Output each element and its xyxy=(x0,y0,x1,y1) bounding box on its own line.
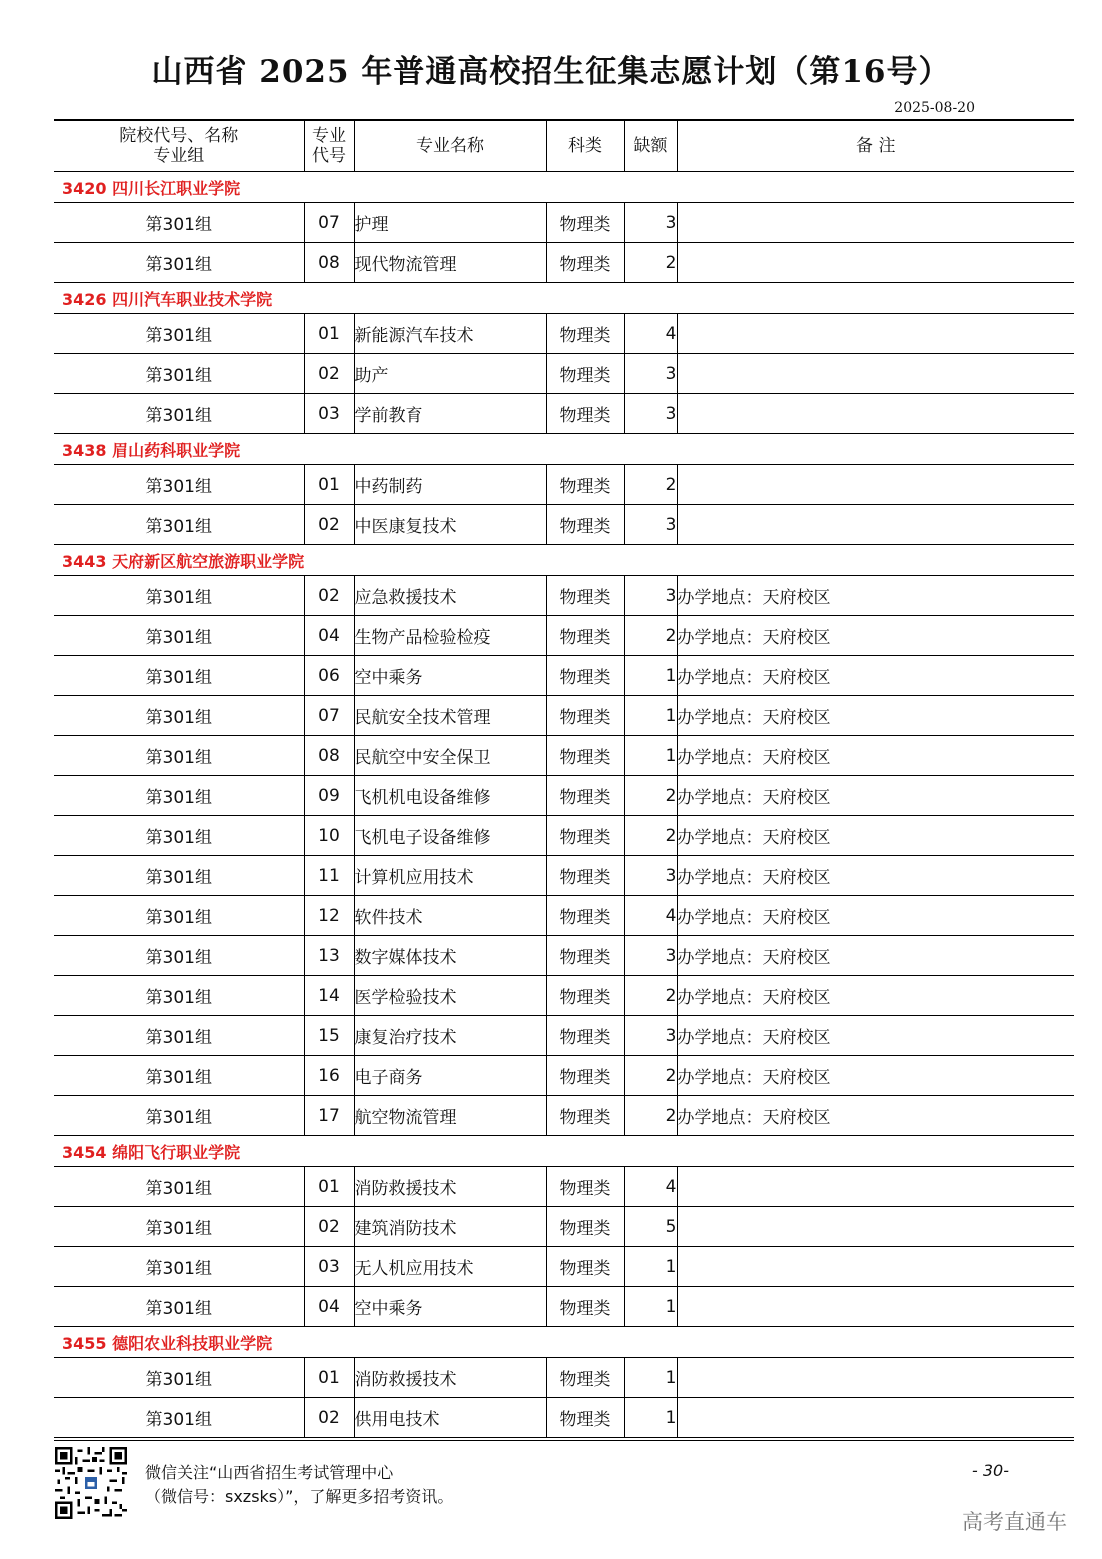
major-group-cell: 第301组 xyxy=(54,1358,304,1398)
major-group-cell: 第301组 xyxy=(54,656,304,696)
major-group-cell: 第301组 xyxy=(54,696,304,736)
major-group-cell: 第301组 xyxy=(54,354,304,394)
category-cell: 物理类 xyxy=(546,354,624,394)
school-section-row xyxy=(54,172,1074,203)
quota-cell: 3 xyxy=(624,856,677,896)
quota-cell: 1 xyxy=(624,1358,677,1398)
category-cell: 物理类 xyxy=(546,976,624,1016)
major-code-cell: 02 xyxy=(304,1207,354,1247)
major-name-cell: 医学检验技术 xyxy=(354,976,546,1016)
major-name-cell: 无人机应用技术 xyxy=(354,1247,546,1287)
major-name-cell: 建筑消防技术 xyxy=(354,1207,546,1247)
category-cell: 物理类 xyxy=(546,1096,624,1136)
table-row xyxy=(54,354,1074,394)
note-cell xyxy=(677,1358,1074,1398)
major-group-cell: 第301组 xyxy=(54,936,304,976)
major-code-cell: 16 xyxy=(304,1056,354,1096)
school-section-row xyxy=(54,1327,1074,1358)
category-cell: 物理类 xyxy=(546,394,624,434)
category-cell: 物理类 xyxy=(546,1056,624,1096)
major-group-cell: 第301组 xyxy=(54,856,304,896)
quota-cell: 3 xyxy=(624,505,677,545)
table-row xyxy=(54,1398,1074,1438)
note-cell xyxy=(677,243,1074,283)
category-cell: 物理类 xyxy=(546,656,624,696)
category-cell: 物理类 xyxy=(546,896,624,936)
note-cell: 办学地点：天府校区 xyxy=(677,1056,1074,1096)
note-cell xyxy=(677,465,1074,505)
footer-line-2: （微信号：sxzsks）”，了解更多招考资讯。 xyxy=(145,1487,454,1506)
major-group-cell: 第301组 xyxy=(54,816,304,856)
major-code-cell: 02 xyxy=(304,505,354,545)
major-code-cell: 12 xyxy=(304,896,354,936)
major-name-cell: 电子商务 xyxy=(354,1056,546,1096)
major-code-cell: 07 xyxy=(304,203,354,243)
table-row xyxy=(54,816,1074,856)
major-group-cell: 第301组 xyxy=(54,505,304,545)
school-title: 3426 四川汽车职业技术学院 xyxy=(54,283,1074,314)
note-cell: 办学地点：天府校区 xyxy=(677,1096,1074,1136)
major-name-cell: 供用电技术 xyxy=(354,1398,546,1438)
note-cell: 办学地点：天府校区 xyxy=(677,896,1074,936)
col-header-quota: 缺额 xyxy=(624,120,677,172)
major-name-cell: 数字媒体技术 xyxy=(354,936,546,976)
col-header-school-group xyxy=(54,120,304,172)
major-group-cell: 第301组 xyxy=(54,576,304,616)
table-row xyxy=(54,505,1074,545)
category-cell: 物理类 xyxy=(546,1016,624,1056)
school-section-row xyxy=(54,434,1074,465)
category-cell: 物理类 xyxy=(546,203,624,243)
major-group-cell: 第301组 xyxy=(54,1096,304,1136)
major-name-cell: 新能源汽车技术 xyxy=(354,314,546,354)
quota-cell: 2 xyxy=(624,776,677,816)
school-title: 3454 绵阳飞行职业学院 xyxy=(54,1136,1074,1167)
major-group-cell: 第301组 xyxy=(54,736,304,776)
note-cell: 办学地点：天府校区 xyxy=(677,776,1074,816)
col-header-category: 科类 xyxy=(546,120,624,172)
major-group-cell: 第301组 xyxy=(54,1167,304,1207)
note-cell xyxy=(677,354,1074,394)
major-group-cell: 第301组 xyxy=(54,1287,304,1327)
major-name-cell: 民航安全技术管理 xyxy=(354,696,546,736)
category-cell: 物理类 xyxy=(546,856,624,896)
category-cell: 物理类 xyxy=(546,1247,624,1287)
category-cell: 物理类 xyxy=(546,816,624,856)
school-title: 3438 眉山药科职业学院 xyxy=(54,434,1074,465)
major-code-cell: 11 xyxy=(304,856,354,896)
major-code-cell: 02 xyxy=(304,354,354,394)
footer-wechat-note xyxy=(145,1461,453,1509)
major-code-cell: 04 xyxy=(304,616,354,656)
major-group-cell: 第301组 xyxy=(54,976,304,1016)
major-code-cell: 09 xyxy=(304,776,354,816)
major-name-cell: 空中乘务 xyxy=(354,1287,546,1327)
quota-cell: 2 xyxy=(624,816,677,856)
school-section-row xyxy=(54,1136,1074,1167)
col-header-major-code xyxy=(304,120,354,172)
table-row xyxy=(54,1247,1074,1287)
table-row xyxy=(54,896,1074,936)
major-name-cell: 飞机电子设备维修 xyxy=(354,816,546,856)
table-row xyxy=(54,243,1074,283)
major-name-cell: 消防救援技术 xyxy=(354,1167,546,1207)
major-code-cell: 08 xyxy=(304,243,354,283)
note-cell: 办学地点：天府校区 xyxy=(677,616,1074,656)
quota-cell: 5 xyxy=(624,1207,677,1247)
quota-cell: 1 xyxy=(624,1247,677,1287)
major-code-cell: 03 xyxy=(304,394,354,434)
quota-cell: 2 xyxy=(624,465,677,505)
table-row xyxy=(54,616,1074,656)
major-code-cell: 08 xyxy=(304,736,354,776)
major-code-cell: 01 xyxy=(304,314,354,354)
category-cell: 物理类 xyxy=(546,1207,624,1247)
major-name-cell: 中医康复技术 xyxy=(354,505,546,545)
major-group-cell: 第301组 xyxy=(54,243,304,283)
quota-cell: 3 xyxy=(624,936,677,976)
major-name-cell: 飞机机电设备维修 xyxy=(354,776,546,816)
quota-cell: 1 xyxy=(624,1287,677,1327)
major-name-cell: 现代物流管理 xyxy=(354,243,546,283)
quota-cell: 2 xyxy=(624,1056,677,1096)
note-cell: 办学地点：天府校区 xyxy=(677,936,1074,976)
table-row xyxy=(54,1016,1074,1056)
quota-cell: 4 xyxy=(624,896,677,936)
major-code-cell: 17 xyxy=(304,1096,354,1136)
major-name-cell: 生物产品检验检疫 xyxy=(354,616,546,656)
major-code-cell: 03 xyxy=(304,1247,354,1287)
table-row xyxy=(54,1056,1074,1096)
major-code-cell: 02 xyxy=(304,576,354,616)
category-cell: 物理类 xyxy=(546,776,624,816)
school-title: 3455 德阳农业科技职业学院 xyxy=(54,1327,1074,1358)
table-body xyxy=(54,172,1074,1438)
major-name-cell: 民航空中安全保卫 xyxy=(354,736,546,776)
note-cell: 办学地点：天府校区 xyxy=(677,816,1074,856)
major-group-cell: 第301组 xyxy=(54,1056,304,1096)
note-cell: 办学地点：天府校区 xyxy=(677,856,1074,896)
major-code-cell: 06 xyxy=(304,656,354,696)
publish-date: 2025-08-20 xyxy=(894,100,975,116)
category-cell: 物理类 xyxy=(546,1398,624,1438)
major-code-cell: 01 xyxy=(304,1358,354,1398)
category-cell: 物理类 xyxy=(546,243,624,283)
table-row xyxy=(54,736,1074,776)
table-row xyxy=(54,576,1074,616)
major-group-cell: 第301组 xyxy=(54,465,304,505)
note-cell: 办学地点：天府校区 xyxy=(677,696,1074,736)
major-name-cell: 康复治疗技术 xyxy=(354,1016,546,1056)
major-code-cell: 13 xyxy=(304,936,354,976)
school-section-row xyxy=(54,283,1074,314)
major-code-cell: 01 xyxy=(304,465,354,505)
major-code-cell: 14 xyxy=(304,976,354,1016)
major-group-cell: 第301组 xyxy=(54,776,304,816)
school-section-row xyxy=(54,545,1074,576)
quota-cell: 3 xyxy=(624,1016,677,1056)
note-cell: 办学地点：天府校区 xyxy=(677,976,1074,1016)
major-group-cell: 第301组 xyxy=(54,616,304,656)
major-group-cell: 第301组 xyxy=(54,1016,304,1056)
table-row xyxy=(54,314,1074,354)
quota-cell: 4 xyxy=(624,1167,677,1207)
category-cell: 物理类 xyxy=(546,576,624,616)
major-code-cell: 01 xyxy=(304,1167,354,1207)
note-cell: 办学地点：天府校区 xyxy=(677,656,1074,696)
admission-plan-table xyxy=(54,119,1074,1438)
note-cell xyxy=(677,1398,1074,1438)
table-row xyxy=(54,1207,1074,1247)
quota-cell: 1 xyxy=(624,696,677,736)
quota-cell: 2 xyxy=(624,243,677,283)
quota-cell: 1 xyxy=(624,656,677,696)
major-code-cell: 04 xyxy=(304,1287,354,1327)
table-row xyxy=(54,1287,1074,1327)
category-cell: 物理类 xyxy=(546,1358,624,1398)
table-row xyxy=(54,696,1074,736)
quota-cell: 3 xyxy=(624,394,677,434)
page-number: - 30- xyxy=(972,1461,1009,1480)
footer-line-1: 微信关注“山西省招生考试管理中心 xyxy=(145,1463,394,1482)
table-row xyxy=(54,776,1074,816)
page-title: 山西省 2025 年普通高校招生征集志愿计划（第16号） xyxy=(151,54,951,90)
major-name-cell: 助产 xyxy=(354,354,546,394)
major-name-cell: 软件技术 xyxy=(354,896,546,936)
category-cell: 物理类 xyxy=(546,1287,624,1327)
col-header-school-group-line2: 专业组 xyxy=(153,146,205,166)
table-row xyxy=(54,394,1074,434)
major-name-cell: 中药制药 xyxy=(354,465,546,505)
category-cell: 物理类 xyxy=(546,616,624,656)
quota-cell: 3 xyxy=(624,203,677,243)
note-cell xyxy=(677,505,1074,545)
category-cell: 物理类 xyxy=(546,696,624,736)
category-cell: 物理类 xyxy=(546,1167,624,1207)
school-title: 3420 四川长江职业学院 xyxy=(54,172,1074,203)
category-cell: 物理类 xyxy=(546,505,624,545)
quota-cell: 2 xyxy=(624,616,677,656)
major-name-cell: 护理 xyxy=(354,203,546,243)
category-cell: 物理类 xyxy=(546,936,624,976)
note-cell: 办学地点：天府校区 xyxy=(677,736,1074,776)
quota-cell: 1 xyxy=(624,736,677,776)
table-row xyxy=(54,1167,1074,1207)
major-group-cell: 第301组 xyxy=(54,1398,304,1438)
major-group-cell: 第301组 xyxy=(54,314,304,354)
table-row xyxy=(54,465,1074,505)
major-group-cell: 第301组 xyxy=(54,896,304,936)
major-group-cell: 第301组 xyxy=(54,394,304,434)
category-cell: 物理类 xyxy=(546,465,624,505)
table-row xyxy=(54,936,1074,976)
quota-cell: 3 xyxy=(624,576,677,616)
major-name-cell: 应急救援技术 xyxy=(354,576,546,616)
quota-cell: 3 xyxy=(624,354,677,394)
quota-cell: 2 xyxy=(624,1096,677,1136)
quota-cell: 4 xyxy=(624,314,677,354)
note-cell xyxy=(677,1167,1074,1207)
table-row xyxy=(54,656,1074,696)
note-cell xyxy=(677,1247,1074,1287)
footer-divider xyxy=(54,1440,1074,1441)
col-header-major-name: 专业名称 xyxy=(354,120,546,172)
note-cell: 办学地点：天府校区 xyxy=(677,576,1074,616)
school-title: 3443 天府新区航空旅游职业学院 xyxy=(54,545,1074,576)
watermark-text: 高考直通车 xyxy=(962,1510,1067,1534)
table-row xyxy=(54,856,1074,896)
major-code-cell: 07 xyxy=(304,696,354,736)
table-row xyxy=(54,976,1074,1016)
note-cell xyxy=(677,394,1074,434)
major-code-cell: 10 xyxy=(304,816,354,856)
major-group-cell: 第301组 xyxy=(54,1247,304,1287)
table-header-row xyxy=(54,120,1074,172)
category-cell: 物理类 xyxy=(546,314,624,354)
major-name-cell: 航空物流管理 xyxy=(354,1096,546,1136)
note-cell xyxy=(677,314,1074,354)
major-group-cell: 第301组 xyxy=(54,203,304,243)
quota-cell: 1 xyxy=(624,1398,677,1438)
note-cell xyxy=(677,1287,1074,1327)
major-code-cell: 02 xyxy=(304,1398,354,1438)
major-name-cell: 消防救援技术 xyxy=(354,1358,546,1398)
wechat-qr-code xyxy=(55,1447,127,1519)
table-row xyxy=(54,1358,1074,1398)
major-group-cell: 第301组 xyxy=(54,1207,304,1247)
col-header-school-group-line1: 院校代号、名称 xyxy=(119,126,239,146)
col-header-notes: 备 注 xyxy=(677,120,1074,172)
table-row xyxy=(54,1096,1074,1136)
major-name-cell: 空中乘务 xyxy=(354,656,546,696)
note-cell: 办学地点：天府校区 xyxy=(677,1016,1074,1056)
category-cell: 物理类 xyxy=(546,736,624,776)
col-header-major-code-line1: 专业 xyxy=(312,126,346,146)
quota-cell: 2 xyxy=(624,976,677,1016)
table-row xyxy=(54,203,1074,243)
major-name-cell: 学前教育 xyxy=(354,394,546,434)
major-code-cell: 15 xyxy=(304,1016,354,1056)
col-header-major-code-line2: 代号 xyxy=(312,146,346,166)
note-cell xyxy=(677,203,1074,243)
major-name-cell: 计算机应用技术 xyxy=(354,856,546,896)
note-cell xyxy=(677,1207,1074,1247)
